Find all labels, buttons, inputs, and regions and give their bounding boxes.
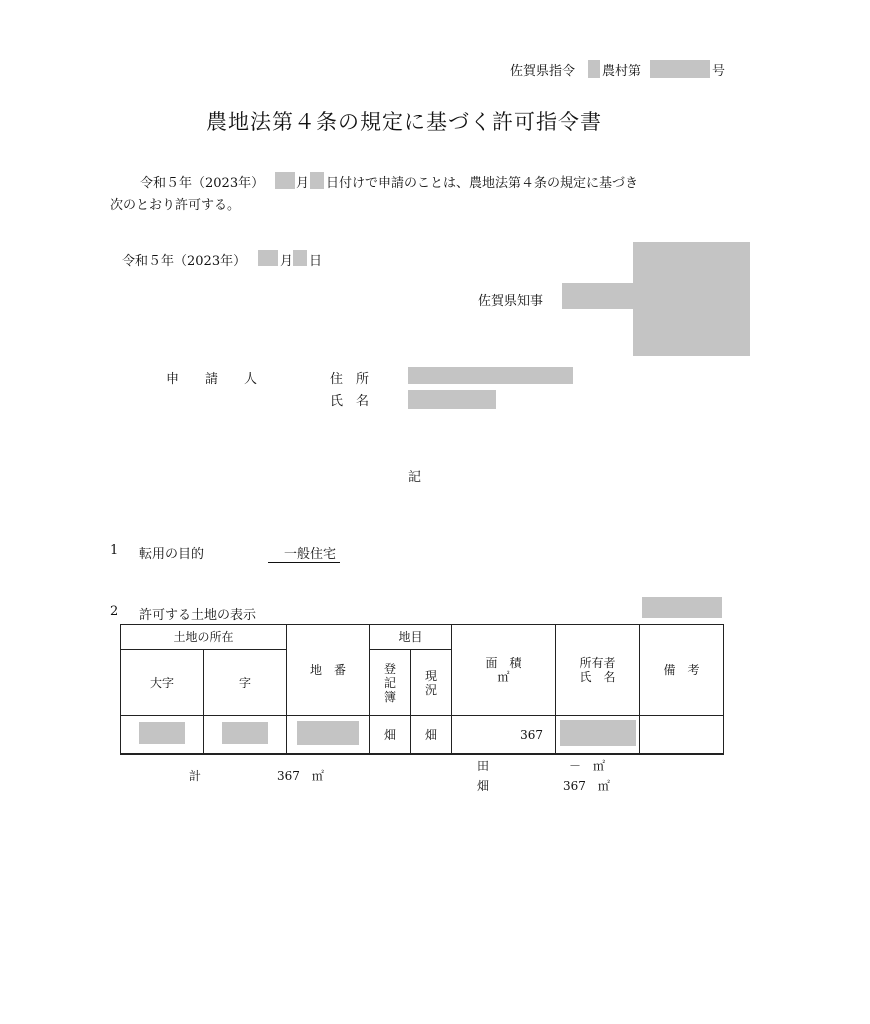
cell-remarks bbox=[640, 716, 724, 754]
official-seal-redacted bbox=[633, 242, 750, 356]
redacted-address bbox=[408, 367, 573, 384]
body-line1-rest: 日付けで申請のことは、農地法第４条の規定に基づき bbox=[326, 176, 639, 191]
hata-label: 畑 bbox=[477, 779, 490, 793]
redacted-block bbox=[139, 722, 185, 744]
cell-area: 367 bbox=[452, 716, 556, 754]
issue-date-month: 月 bbox=[280, 254, 294, 269]
header-owner-line1: 所有者 bbox=[579, 656, 616, 670]
ki-heading: 記 bbox=[408, 470, 422, 485]
body-line1-month: 月 bbox=[296, 176, 310, 191]
ta-value: － ㎡ bbox=[569, 759, 606, 773]
redacted-block bbox=[560, 720, 636, 746]
doc-number-suffix: 号 bbox=[712, 64, 726, 79]
redacted-block bbox=[222, 722, 268, 744]
item1-label: 転用の目的 bbox=[139, 547, 205, 562]
redacted-name bbox=[408, 390, 496, 409]
totals-row bbox=[121, 754, 724, 793]
header-oaza: 大字 bbox=[121, 650, 204, 716]
doc-number-prefix: 佐賀県指令 bbox=[510, 64, 576, 79]
redacted-block bbox=[258, 250, 278, 266]
header-toki bbox=[370, 650, 411, 716]
header-chiban: 地 番 bbox=[287, 625, 370, 716]
redacted-block bbox=[562, 283, 634, 309]
redacted-block bbox=[275, 172, 295, 189]
applicant-label: 申 請 人 bbox=[166, 372, 258, 387]
redacted-block bbox=[650, 60, 710, 78]
document-title: 農地法第４条の規定に基づく許可指令書 bbox=[206, 110, 602, 134]
cell-owner bbox=[556, 716, 640, 754]
body-line1-era: 令和５年（2023年） bbox=[140, 176, 265, 191]
issue-date-era: 令和５年（2023年） bbox=[122, 254, 247, 269]
header-remarks: 備 考 bbox=[640, 625, 724, 716]
cell-aza bbox=[204, 716, 287, 754]
cell-genkyo: 畑 bbox=[411, 716, 452, 754]
item1-number: 1 bbox=[110, 543, 119, 558]
redacted-block bbox=[293, 250, 307, 266]
doc-number-mid: 農村第 bbox=[602, 64, 642, 79]
header-aza: 字 bbox=[204, 650, 287, 716]
address-label: 住 所 bbox=[330, 372, 370, 387]
total-value: 367 ㎡ bbox=[277, 769, 324, 783]
header-genkyo bbox=[411, 650, 452, 716]
hata-value: 367 ㎡ bbox=[563, 779, 610, 793]
header-location: 土地の所在 bbox=[121, 625, 287, 650]
name-label: 氏 名 bbox=[330, 394, 370, 409]
header-owner-line2: 氏 名 bbox=[579, 670, 616, 684]
redacted-block bbox=[310, 172, 324, 189]
total-label: 計 bbox=[189, 769, 202, 783]
ta-label: 田 bbox=[477, 759, 490, 773]
item2-label: 許可する土地の表示 bbox=[139, 608, 257, 623]
redacted-block bbox=[588, 60, 600, 78]
redacted-block bbox=[297, 721, 359, 745]
land-table bbox=[120, 624, 724, 793]
cell-toki: 畑 bbox=[370, 716, 411, 754]
cell-oaza bbox=[121, 716, 204, 754]
redacted-block bbox=[642, 597, 722, 618]
header-area bbox=[452, 625, 556, 716]
header-toki-text: 登記簿 bbox=[384, 661, 397, 704]
header-chimoku: 地目 bbox=[370, 625, 452, 650]
header-owner bbox=[556, 625, 640, 716]
cell-chiban bbox=[287, 716, 370, 754]
header-genkyo-text: 現況 bbox=[425, 668, 438, 697]
body-line2: 次のとおり許可する。 bbox=[110, 198, 241, 213]
item2-number: 2 bbox=[110, 604, 119, 619]
governor-label: 佐賀県知事 bbox=[478, 294, 544, 309]
header-area-unit: ㎡ bbox=[497, 670, 510, 684]
item1-value: 一般住宅 bbox=[268, 543, 340, 563]
header-area-label: 面 積 bbox=[485, 656, 522, 670]
issue-date-day: 日 bbox=[309, 254, 323, 269]
